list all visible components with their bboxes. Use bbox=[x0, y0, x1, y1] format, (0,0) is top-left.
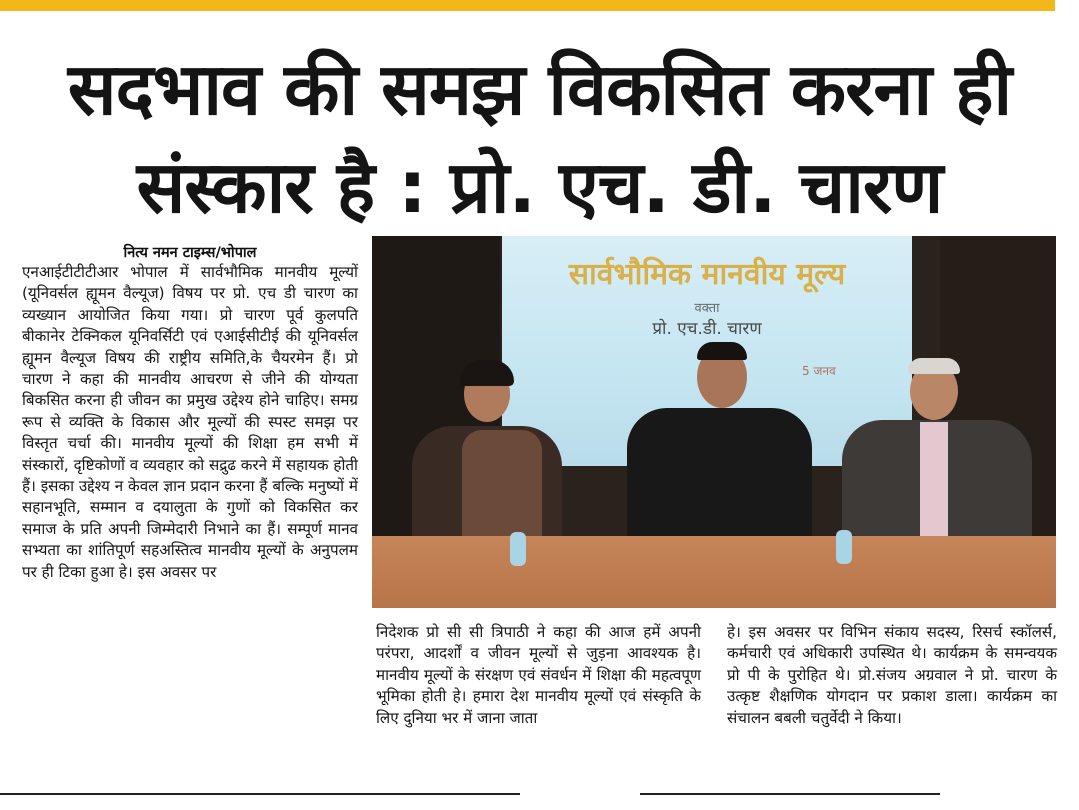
byline: नित्य नमन टाइम्स/भोपाल bbox=[123, 245, 257, 261]
water-bottle-2 bbox=[836, 530, 852, 564]
article-column-3: हे। इस अवसर पर विभिन संकाय सदस्य, रिसर्च स्कॉलर्स, कर्मचारी एवं अधिकारी उपस्थित थे। कार्यक्रम के समन्वयक प्रो पी के पुरोहित थे। प्रो.संजय अग्रवाल ने प्रो. चारण के उत्कृष्ट शैक्षणिक योगदान पर प्रकाश डाला। कार्यक्रम का संचालन बबली चतुर्वेदी ने किया। bbox=[727, 623, 1057, 727]
headline-line-1: सदभाव की समझ विकसित करना ही bbox=[67, 47, 1012, 131]
conference-table bbox=[372, 536, 1056, 608]
headline-line-2: संस्कार है : प्रो. एच. डी. चारण bbox=[136, 145, 943, 229]
event-photo bbox=[372, 236, 1056, 608]
screen-speaker-name: प्रो. एच.डी. चारण bbox=[652, 319, 762, 339]
water-bottle-1 bbox=[510, 532, 526, 566]
top-accent-bar bbox=[0, 0, 1055, 11]
article-column-2: निदेशक प्रो सी सी त्रिपाठी ने कहा की आज हमें अपनी परंपरा, आदर्शों व जीवन मूल्यों से जुड़ना आवश्यक है। मानवीय मूल्यों के संरक्षण एवं संवर्धन में शिक्षा की महत्वपूण भूमिका होती हे। हमारा देश मानवीय मूल्यों एवं संस्कृति के लिए दुनिया भर में जाना जाता bbox=[376, 623, 701, 727]
headline bbox=[0, 40, 1079, 236]
person-left bbox=[402, 366, 572, 546]
screen-date: 5 जनव bbox=[802, 364, 836, 378]
person-right bbox=[842, 362, 1032, 546]
article-column-1: एनआईटीटीटीआर भोपाल में सार्वभौमिक मानवीय मूल्यों (यूनिवर्सल ह्यूमन वैल्यूज) विषय पर प्रो. एच डी चारण का व्यख्यान आयोजित किया गया। प्रो चारण पूर्व कुलपति बीकानेर टेक्निकल यूनिवर्सिटी एवं एआईसीटीई की यूनिवर्सल ह्यूमन वैल्यूज विषय की राष्ट्रीय समिति,के चैयरमेन हैं। प्रो चारण ने कहा की मानवीय आचरण से जीने की योग्यता बिकसित करना ही जीवन का प्रमुख उद्देश्य होने चाहिए। समग्र रूप से व्यक्ति के विकास और मूल्यों की स्पस्ट समझ पर विस्तृत चर्चा की। मानवीय मूल्यों की शिक्षा हम सभी में संस्कारों, दृष्टिकोणों व व्यवहार को सद्रुढ करने में सहायक होती हैं। इसका उद्देश्य न केवल ज्ञान प्रदान करना हैं बल्कि मनुष्यों में सहानभूति, सम्मान व दयालुता के गुणों को विकसित कर समाज के प्रति अपनी जिम्मेदारी निभाने का हैं। सम्पूर्ण मानव सभ्यता का शांतिपूर्ण सहअस्तित्व मानवीय मूल्यों के अनुपलम पर ही टिका हुआ हे। इस अवसर पर bbox=[22, 263, 358, 581]
screen-speaker-label: वक्ता bbox=[694, 301, 720, 316]
person-middle-body bbox=[627, 408, 812, 546]
divider-right bbox=[640, 793, 940, 795]
screen-title: सार्वभौमिक मानवीय मूल्य bbox=[568, 257, 846, 292]
person-middle bbox=[627, 346, 812, 546]
divider-left bbox=[0, 793, 520, 795]
